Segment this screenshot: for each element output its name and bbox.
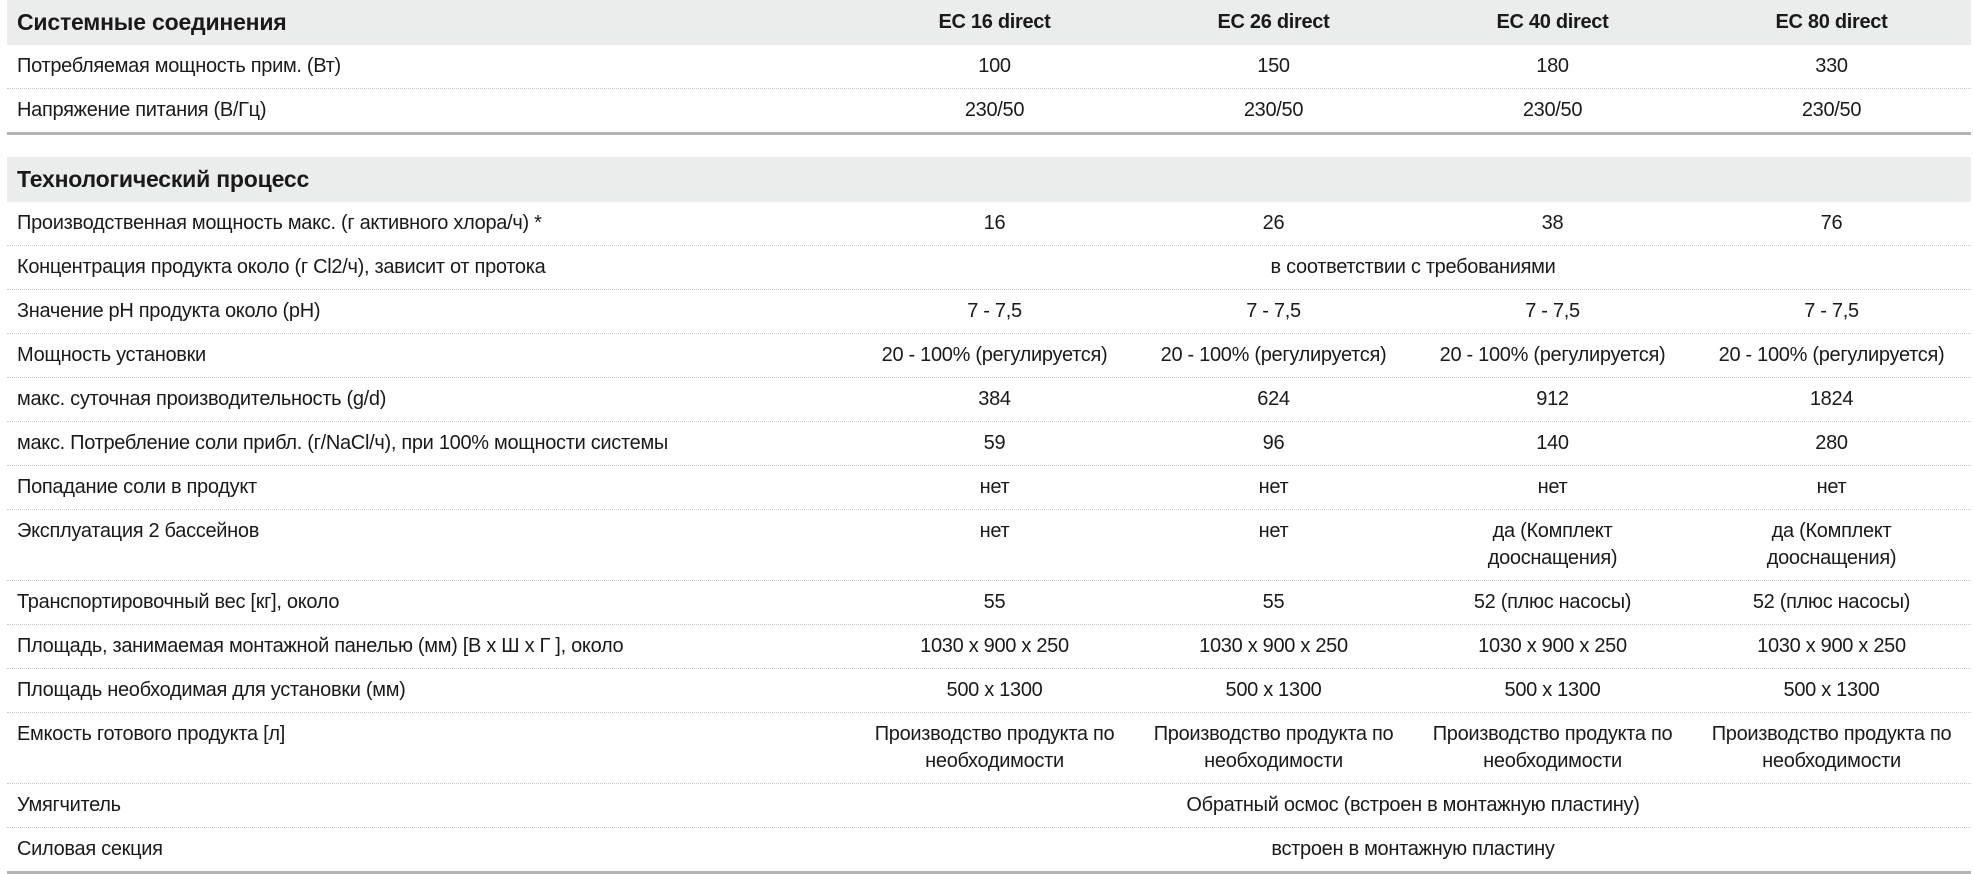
- table-row: [7, 713, 1971, 784]
- row-value: нет: [1258, 520, 1289, 542]
- table-row: [7, 466, 1971, 510]
- row-value: 20 - 100% (регулируется): [1439, 344, 1666, 366]
- row-label: Попадание соли в продукт: [17, 476, 257, 498]
- row-value: 384: [978, 388, 1011, 410]
- section-system-connections: [7, 0, 1971, 135]
- row-value: 1030 x 900 x 250: [1478, 635, 1627, 657]
- row-value: 230/50: [964, 99, 1025, 121]
- row-value: Производство продукта по необходимости: [1153, 723, 1394, 772]
- table-row: [7, 290, 1971, 334]
- row-value-spanning: встроен в монтажную пластину: [1271, 838, 1555, 860]
- row-value: да (Комплект дооснащения): [1487, 520, 1618, 569]
- row-value: 230/50: [1243, 99, 1304, 121]
- table-row: [7, 669, 1971, 713]
- row-value: 16: [983, 212, 1006, 234]
- row-value: нет: [979, 476, 1010, 498]
- row-value: 1030 x 900 x 250: [1199, 635, 1348, 657]
- section-technological-process: [7, 157, 1971, 874]
- row-label: Эксплуатация 2 бассейнов: [17, 520, 260, 542]
- row-value: 500 x 1300: [1504, 679, 1601, 701]
- row-label: Умягчитель: [17, 794, 121, 816]
- row-value: 230/50: [1522, 99, 1583, 121]
- table-row: [7, 510, 1971, 581]
- section-title: Технологический процесс: [17, 166, 310, 192]
- row-value: нет: [979, 520, 1010, 542]
- row-value: 100: [978, 55, 1011, 77]
- row-value: 26: [1262, 212, 1285, 234]
- row-value: Производство продукта по необходимости: [1711, 723, 1952, 772]
- row-value: 140: [1536, 432, 1569, 454]
- row-value: 180: [1536, 55, 1569, 77]
- row-value: 96: [1262, 432, 1285, 454]
- row-value: 912: [1536, 388, 1569, 410]
- section-title: Системные соединения: [17, 9, 287, 35]
- row-label: Производственная мощность макс. (г активного хлора/ч) *: [17, 212, 542, 234]
- row-value: 38: [1541, 212, 1564, 234]
- row-value: 150: [1257, 55, 1290, 77]
- row-value: 1030 x 900 x 250: [1757, 635, 1906, 657]
- row-value: 1030 x 900 x 250: [920, 635, 1069, 657]
- column-header-ec16: EC 16 direct: [938, 11, 1051, 33]
- table-row: [7, 246, 1971, 290]
- row-value: Производство продукта по необходимости: [1432, 723, 1673, 772]
- row-value: 20 - 100% (регулируется): [881, 344, 1108, 366]
- row-value: 500 x 1300: [1225, 679, 1322, 701]
- table-row: [7, 828, 1971, 872]
- row-label: Транспортировочный вес [кг], около: [17, 591, 340, 613]
- row-value: 230/50: [1801, 99, 1862, 121]
- table-row: [7, 784, 1971, 828]
- table-row: [7, 45, 1971, 89]
- table-row: [7, 202, 1971, 246]
- row-value: нет: [1258, 476, 1289, 498]
- section-header: [7, 0, 1971, 45]
- section-divider: [7, 132, 1971, 135]
- row-value: Производство продукта по необходимости: [874, 723, 1115, 772]
- row-value: 280: [1815, 432, 1848, 454]
- row-label: Мощность установки: [17, 344, 206, 366]
- row-value: 500 x 1300: [946, 679, 1043, 701]
- row-value: 500 x 1300: [1783, 679, 1880, 701]
- row-value: 330: [1815, 55, 1848, 77]
- row-label: Площадь необходимая для установки (мм): [17, 679, 406, 701]
- row-value: 59: [983, 432, 1006, 454]
- column-header-ec40: EC 40 direct: [1496, 11, 1609, 33]
- row-label: Емкость готового продукта [л]: [17, 723, 285, 745]
- row-value: 20 - 100% (регулируется): [1160, 344, 1387, 366]
- row-label: Силовая секция: [17, 838, 163, 860]
- row-value: нет: [1537, 476, 1568, 498]
- row-value: 7 - 7,5: [967, 300, 1022, 322]
- table-row: [7, 378, 1971, 422]
- row-value: 624: [1257, 388, 1290, 410]
- section-header: [7, 157, 1971, 202]
- row-value: 55: [1262, 591, 1285, 613]
- table-row: [7, 334, 1971, 378]
- column-header-ec80: EC 80 direct: [1775, 11, 1888, 33]
- table-row: [7, 625, 1971, 669]
- row-value-spanning: Обратный осмос (встроен в монтажную пластину): [1186, 794, 1640, 816]
- row-value: нет: [1816, 476, 1847, 498]
- row-value: 55: [983, 591, 1006, 613]
- row-value: 76: [1820, 212, 1843, 234]
- row-value: 20 - 100% (регулируется): [1718, 344, 1945, 366]
- row-label: макс. суточная производительность (g/d): [17, 388, 387, 410]
- row-value: 7 - 7,5: [1804, 300, 1859, 322]
- table-row: [7, 422, 1971, 466]
- row-label: Потребляемая мощность прим. (Вт): [17, 55, 341, 77]
- row-value: да (Комплект дооснащения): [1766, 520, 1897, 569]
- row-value: 7 - 7,5: [1246, 300, 1301, 322]
- column-header-ec26: EC 26 direct: [1217, 11, 1330, 33]
- row-value: 52 (плюс насосы): [1473, 591, 1632, 613]
- row-value-spanning: в соответствии с требованиями: [1270, 256, 1556, 278]
- row-value: 52 (плюс насосы): [1752, 591, 1911, 613]
- row-label: Значение pH продукта около (pH): [17, 300, 321, 322]
- row-label: макс. Потребление соли прибл. (г/NaCl/ч), при 100% мощности системы: [17, 432, 668, 454]
- row-label: Площадь, занимаемая монтажной панелью (мм) [В x Ш x Г ], около: [17, 635, 624, 657]
- row-value: 1824: [1809, 388, 1854, 410]
- row-label: Концентрация продукта около (г Cl2/ч), зависит от протока: [17, 256, 546, 278]
- spec-table: [7, 0, 1971, 874]
- row-label: Напряжение питания (В/Гц): [17, 99, 267, 121]
- table-row: [7, 89, 1971, 133]
- table-row: [7, 581, 1971, 625]
- row-value: 7 - 7,5: [1525, 300, 1580, 322]
